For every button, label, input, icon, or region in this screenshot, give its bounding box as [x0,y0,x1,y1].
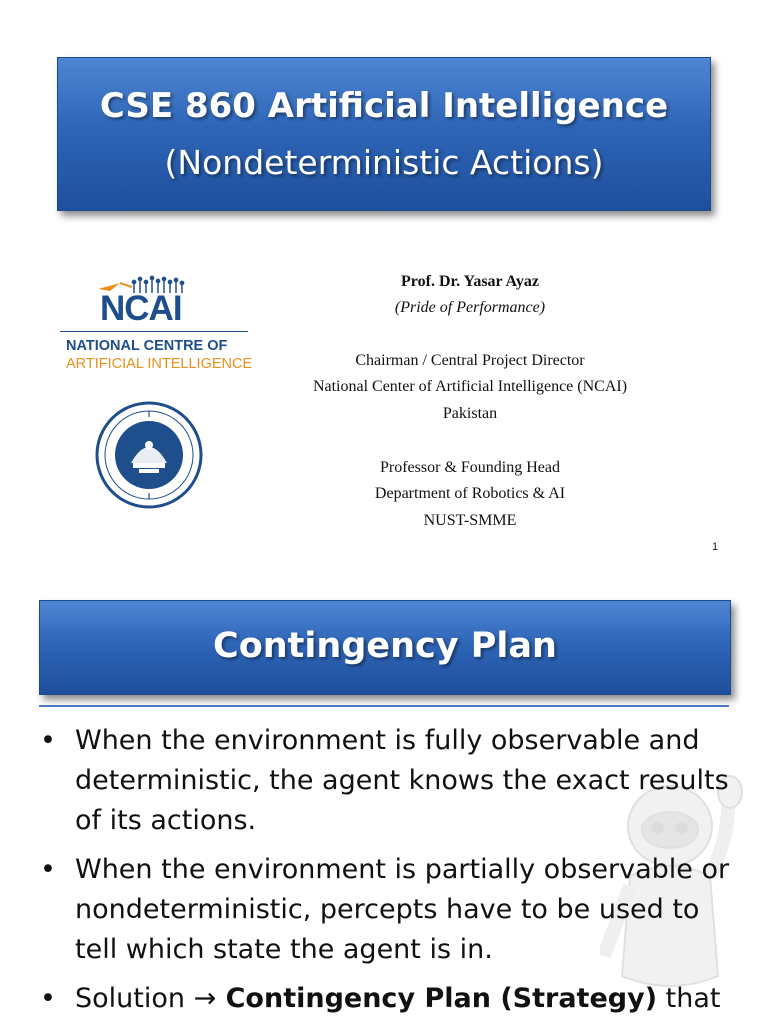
bullet-marker: • [40,983,56,1014]
presenter-position: Professor & Founding Head [380,459,560,476]
presenter-department: Department of Robotics & AI [374,485,566,502]
presenter-country: Pakistan [442,405,498,422]
title-banner [57,57,711,211]
list-item [40,721,730,841]
bullet-list [40,721,730,1024]
bullet-text: When the environment is partially observable or nondeterministic, percepts have to be used to tell which state the agent is in. [75,854,730,965]
ncai-logo-subtitle-2: ARTIFICIAL INTELLIGENCE [66,356,253,372]
bullet-prefix: Solution [75,983,194,1014]
list-item [40,979,730,1019]
presenter-name: Prof. Dr. Yasar Ayaz [401,273,539,290]
presenter-institution: NUST-SMME [423,512,517,529]
lecture-subtitle: (Nondeterministic Actions) [164,143,604,182]
slide-title-banner [39,600,731,695]
bullet-suffix: that [657,983,721,1014]
presenter-role: Chairman / Central Project Director [355,352,585,369]
slide-title: Contingency Plan [213,626,557,666]
bullet-text: When the environment is fully observable and deterministic, the agent knows the exact results of its actions. [75,725,729,836]
bullet-marker: • [40,854,56,885]
list-item [40,850,730,970]
presenter-organization: National Center of Artificial Intelligence (NCAI) [312,378,628,395]
content-slide [0,578,768,1024]
page-number: 1 [712,541,719,553]
nust-seal-icon [95,401,203,509]
logo-divider [60,331,248,332]
arrow-icon: → [193,983,217,1014]
ncai-logo-subtitle-1: NATIONAL CENTRE OF [66,338,228,354]
presenter-honor: (Pride of Performance) [394,299,546,316]
title-underline [39,705,729,707]
ncai-logo-word: NCAI [100,289,182,328]
course-title: CSE 860 Artificial Intelligence [99,86,669,126]
bullet-marker: • [40,725,56,756]
bullet-emphasis: Contingency Plan (Strategy) [216,983,658,1014]
